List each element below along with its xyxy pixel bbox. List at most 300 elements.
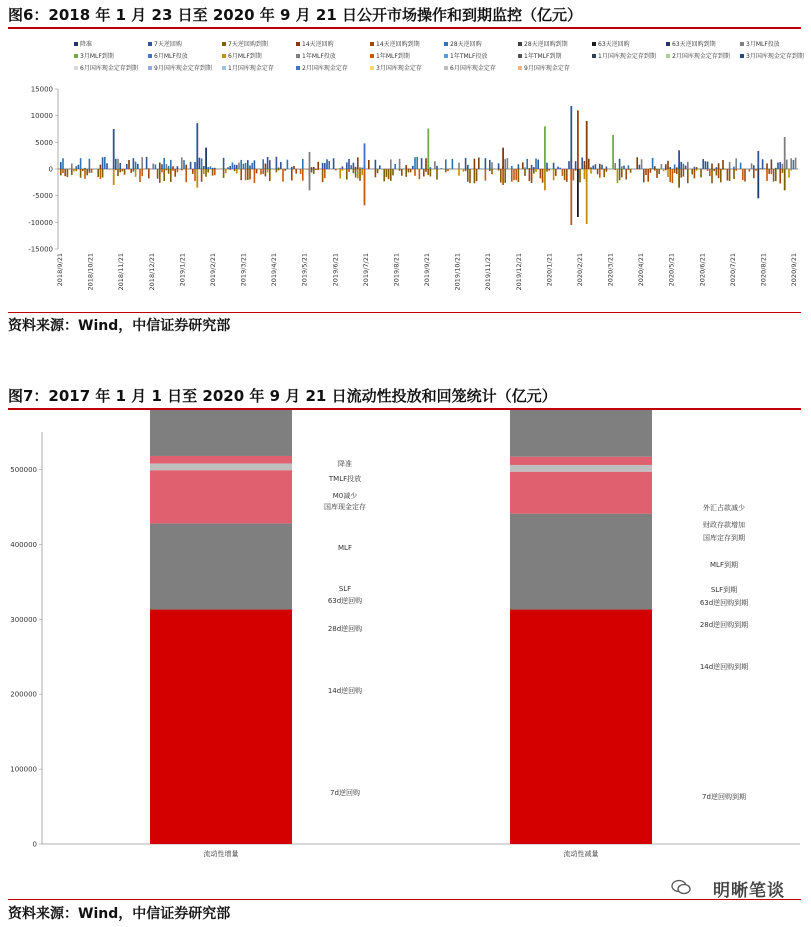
bar xyxy=(78,165,80,169)
legend-swatch xyxy=(592,42,596,46)
legend-entry: 28天逆回购 xyxy=(450,41,482,48)
bar xyxy=(784,169,786,190)
bar xyxy=(390,169,392,181)
bar xyxy=(254,169,256,183)
y-tick-label: 15000 xyxy=(30,85,53,94)
bar xyxy=(339,168,341,169)
bar xyxy=(181,157,183,169)
bar xyxy=(683,164,685,169)
legend-entry: 1年MLF到期 xyxy=(376,53,410,60)
right-series-label: 外汇占款减少 xyxy=(703,504,745,512)
bar xyxy=(375,169,377,177)
bar xyxy=(645,169,647,175)
left-series-label: TMLF投放 xyxy=(328,475,362,483)
bar xyxy=(771,169,773,174)
bar xyxy=(713,169,715,171)
bar xyxy=(361,168,363,169)
bar xyxy=(522,162,524,169)
bar xyxy=(507,158,509,169)
y-tick-label: -5000 xyxy=(32,192,53,201)
bar xyxy=(100,169,102,179)
bar-top-segment xyxy=(150,410,292,456)
bar xyxy=(788,169,790,178)
bar xyxy=(696,167,698,169)
legend-swatch xyxy=(74,42,78,46)
figure7-title: 图7：2017 年 1 月 1 日至 2020 年 9 月 21 日流动性投放和回笼统计（亿元） xyxy=(8,387,557,405)
bar xyxy=(135,162,137,169)
bar xyxy=(313,167,315,169)
bar xyxy=(102,169,104,177)
bar xyxy=(317,162,319,169)
bar xyxy=(614,169,616,170)
bar xyxy=(491,169,493,174)
bar xyxy=(309,152,311,169)
legend-swatch xyxy=(148,54,152,58)
bar xyxy=(317,169,319,170)
bar xyxy=(229,169,231,170)
bar xyxy=(326,159,328,169)
y-tick-label: 100000 xyxy=(10,765,37,774)
bar xyxy=(518,169,520,182)
left-series-label: M0减少 xyxy=(332,492,358,500)
bar xyxy=(577,110,579,169)
bar xyxy=(280,162,282,169)
bar xyxy=(727,169,729,180)
bar xyxy=(656,169,658,178)
x-tick-label: 2020/4/21 xyxy=(637,253,646,287)
bar xyxy=(284,169,286,171)
bar xyxy=(751,163,753,169)
bar xyxy=(148,169,150,178)
bar xyxy=(172,166,174,169)
bar xyxy=(394,164,396,169)
bar xyxy=(75,169,77,171)
bar xyxy=(84,169,86,179)
bar xyxy=(757,151,759,169)
bar xyxy=(139,169,141,182)
x-tick-label: 2020/5/21 xyxy=(667,253,676,287)
bar xyxy=(755,169,757,171)
bar xyxy=(199,158,201,169)
bar xyxy=(419,169,421,179)
bar xyxy=(102,157,104,169)
bar xyxy=(447,169,449,171)
watermark: 明晰笔谈 xyxy=(713,881,785,901)
bar xyxy=(64,169,66,176)
bar-segment xyxy=(150,523,292,609)
bar xyxy=(192,169,194,174)
bar xyxy=(82,169,84,171)
bar xyxy=(575,161,577,169)
bar xyxy=(256,169,258,173)
bar xyxy=(324,163,326,169)
left-series-label: 63d逆回购 xyxy=(327,597,363,605)
y-tick-label: 300000 xyxy=(10,615,37,624)
bar xyxy=(647,169,649,182)
bar xyxy=(69,168,71,169)
bar xyxy=(628,165,630,169)
bar xyxy=(306,169,308,170)
bar xyxy=(694,167,696,169)
x-tick-label: 2019/7/21 xyxy=(361,253,370,287)
bar xyxy=(161,164,163,169)
bar xyxy=(60,162,62,169)
right-series-label: 国库定存到期 xyxy=(703,534,745,542)
bar xyxy=(205,169,207,177)
legend-entry: 1年TMLF到期 xyxy=(524,53,562,60)
bar xyxy=(590,169,592,174)
bar xyxy=(729,162,731,169)
legend-entry: 7天逆回购 xyxy=(154,41,182,48)
bar xyxy=(592,166,594,169)
bar xyxy=(579,169,581,182)
bar xyxy=(245,163,247,169)
legend-swatch xyxy=(370,54,374,58)
legend-swatch xyxy=(444,66,448,70)
bar xyxy=(240,160,242,169)
bar xyxy=(599,164,601,169)
legend-swatch xyxy=(296,66,300,70)
bar xyxy=(262,159,264,169)
bar xyxy=(524,167,526,169)
bar xyxy=(434,161,436,169)
bar xyxy=(269,160,271,169)
bar xyxy=(757,169,759,198)
bar xyxy=(786,160,788,169)
bar-top-segment xyxy=(510,410,652,457)
bar xyxy=(696,169,698,171)
legend-entry: 1月国库现金定存到期 xyxy=(598,53,656,60)
bar xyxy=(707,162,709,169)
bar xyxy=(628,169,630,170)
bar xyxy=(441,168,443,169)
bar xyxy=(293,166,295,169)
bar xyxy=(777,163,779,169)
bar xyxy=(667,161,669,169)
bar xyxy=(467,169,469,182)
bar xyxy=(133,158,135,169)
legend-entry: 3月国库现金定存到期 xyxy=(746,53,804,60)
bar xyxy=(196,169,198,188)
bar xyxy=(474,159,476,169)
bar xyxy=(408,169,410,172)
bar xyxy=(465,158,467,169)
bar xyxy=(201,158,203,169)
bar xyxy=(485,169,487,181)
bar xyxy=(251,163,253,169)
bar xyxy=(775,168,777,169)
bar xyxy=(421,158,423,169)
y-tick-label: 0 xyxy=(32,840,37,849)
bar xyxy=(535,159,537,169)
bar xyxy=(504,159,506,169)
figure6-bottom-rule xyxy=(8,312,801,313)
x-tick-label: 2019/6/21 xyxy=(331,253,340,287)
bar xyxy=(667,169,669,177)
bar xyxy=(524,169,526,176)
bar xyxy=(71,164,73,169)
bar xyxy=(511,166,513,169)
bar xyxy=(339,169,341,179)
wechat-icon xyxy=(671,879,691,895)
bar xyxy=(60,169,62,175)
bar xyxy=(311,167,313,169)
x-tick-label: 2019/5/21 xyxy=(300,253,309,287)
legend-swatch xyxy=(296,42,300,46)
bar xyxy=(658,169,660,174)
bar xyxy=(724,169,726,170)
figure7-bottom-rule xyxy=(8,899,801,900)
bar xyxy=(128,160,130,169)
bar xyxy=(172,169,174,171)
bar xyxy=(515,169,517,180)
bar xyxy=(137,164,139,169)
bar xyxy=(276,169,278,172)
bar xyxy=(650,169,652,173)
bar xyxy=(166,164,168,169)
bar xyxy=(267,157,269,169)
legend-entry: 3月MLF到期 xyxy=(80,53,114,60)
legend-entry: 9月国库现金定存到期 xyxy=(154,65,212,72)
bar xyxy=(790,169,792,171)
bar xyxy=(141,157,143,169)
bar xyxy=(478,158,480,169)
bar xyxy=(474,169,476,183)
legend-entry: 63天逆回购到期 xyxy=(672,41,716,48)
bar xyxy=(350,165,352,169)
bar xyxy=(348,159,350,169)
bar-segment xyxy=(510,514,652,610)
bar xyxy=(485,158,487,169)
bar xyxy=(663,169,665,171)
bar xyxy=(170,160,172,169)
bar xyxy=(430,169,432,176)
legend-entry: 降准 xyxy=(80,41,93,48)
bar xyxy=(91,169,93,173)
bar xyxy=(619,159,621,169)
bar xyxy=(537,160,539,169)
bar xyxy=(291,167,293,169)
bar xyxy=(392,169,394,175)
left-series-label: MLF xyxy=(338,544,352,552)
bar xyxy=(735,158,737,169)
bar xyxy=(793,160,795,169)
bar xyxy=(245,169,247,180)
bar xyxy=(630,169,632,173)
bar-segment xyxy=(150,470,292,523)
bar xyxy=(606,167,608,169)
bar xyxy=(148,168,150,169)
legend-entry: 3月MLF投放 xyxy=(746,41,780,48)
bar xyxy=(311,169,313,172)
bar xyxy=(548,169,550,171)
bar xyxy=(177,166,179,169)
right-series-label: 7d逆回购到期 xyxy=(702,793,746,801)
legend-entry: 14天逆回购 xyxy=(302,41,334,48)
bar xyxy=(584,161,586,169)
bar xyxy=(595,164,597,169)
left-series-label: 28d逆回购 xyxy=(327,625,363,633)
bar xyxy=(716,167,718,169)
bar xyxy=(773,169,775,182)
bar xyxy=(436,169,438,180)
bar xyxy=(513,169,515,180)
bar xyxy=(636,157,638,169)
bar xyxy=(718,163,720,169)
bar xyxy=(436,166,438,169)
bar xyxy=(566,169,568,182)
bar xyxy=(346,169,348,180)
bar xyxy=(348,169,350,172)
bar xyxy=(511,169,513,182)
bar-segment xyxy=(510,465,652,472)
bar xyxy=(238,163,240,169)
bar xyxy=(531,165,533,169)
bar xyxy=(669,169,671,182)
bar xyxy=(240,169,242,180)
bar-segment xyxy=(510,457,652,465)
x-tick-label: 2018/9/21 xyxy=(56,253,64,287)
bar xyxy=(183,160,185,169)
bar xyxy=(185,169,187,182)
bar xyxy=(232,162,234,169)
y-tick-label: 5000 xyxy=(35,138,53,147)
y-tick-label: -15000 xyxy=(28,245,53,254)
bar xyxy=(414,169,416,176)
bar xyxy=(722,160,724,169)
legend-entry: 1年MLF投放 xyxy=(302,53,336,60)
bar xyxy=(80,169,82,178)
bar xyxy=(588,159,590,169)
y-tick-label: 0 xyxy=(48,165,53,174)
bar xyxy=(575,169,577,171)
bar xyxy=(672,169,674,183)
bar xyxy=(207,169,209,172)
bar xyxy=(643,169,645,182)
bar xyxy=(711,163,713,169)
bar xyxy=(254,160,256,169)
bar xyxy=(705,161,707,169)
bar xyxy=(425,169,427,172)
legend-swatch xyxy=(222,42,226,46)
figure6-title: 图6：2018 年 1 月 23 日至 2020 年 9 月 21 日公开市场操作和到期监控（亿元） xyxy=(8,6,583,24)
bar xyxy=(562,169,564,176)
bar-segment xyxy=(510,472,652,514)
bar xyxy=(603,169,605,177)
bar xyxy=(177,169,179,172)
bar xyxy=(498,169,500,171)
legend-swatch xyxy=(518,42,522,46)
bar xyxy=(328,161,330,169)
bar xyxy=(346,162,348,169)
bar xyxy=(716,169,718,175)
legend-entry: 6月MLF投放 xyxy=(154,53,188,60)
bar xyxy=(687,169,689,183)
bar xyxy=(62,158,64,169)
bar xyxy=(146,157,148,169)
bar xyxy=(196,123,198,169)
bar xyxy=(498,163,500,169)
bar xyxy=(194,169,196,181)
bar xyxy=(544,126,546,169)
bar xyxy=(249,166,251,169)
bar xyxy=(702,159,704,169)
bar xyxy=(113,169,115,185)
bar xyxy=(73,169,75,171)
bar xyxy=(742,169,744,180)
bar xyxy=(247,169,249,180)
bar xyxy=(267,169,269,172)
x-tick-label: 2020/8/21 xyxy=(759,253,768,287)
bar xyxy=(265,164,267,169)
bar xyxy=(621,169,623,177)
right-series-label: 财政存款增加 xyxy=(703,521,745,529)
bar xyxy=(106,163,108,169)
bar xyxy=(386,169,388,177)
legend-swatch xyxy=(222,54,226,58)
bar xyxy=(557,167,559,169)
legend-entry: 6月国库现金定存到期 xyxy=(80,65,138,72)
bar xyxy=(236,165,238,169)
bar xyxy=(740,163,742,169)
bar xyxy=(260,169,262,175)
y-tick-label: 200000 xyxy=(10,690,37,699)
bar xyxy=(141,169,143,176)
bar xyxy=(753,169,755,178)
bar xyxy=(529,168,531,169)
figure6-source: 资料来源：Wind，中信证券研究部 xyxy=(8,318,231,334)
bar xyxy=(355,167,357,169)
right-series-label: 63d逆回购到期 xyxy=(699,599,749,607)
legend-swatch xyxy=(592,54,596,58)
bar xyxy=(458,163,460,169)
left-series-label: SLF xyxy=(338,585,352,593)
bar xyxy=(458,169,460,176)
bar xyxy=(119,163,121,169)
x-tick-label: 2020/3/21 xyxy=(606,253,615,287)
bar xyxy=(782,164,784,169)
bar xyxy=(795,158,797,169)
bar xyxy=(115,159,117,169)
bar xyxy=(665,164,667,169)
legend-swatch xyxy=(148,66,152,70)
bar xyxy=(115,169,117,170)
bar xyxy=(553,169,555,180)
bar xyxy=(733,169,735,179)
bar xyxy=(680,169,682,178)
bar xyxy=(570,169,572,225)
legend-entry: 2月国库现金定存 xyxy=(302,65,348,72)
bar xyxy=(291,169,293,180)
bar xyxy=(491,162,493,169)
bar xyxy=(342,169,344,171)
bar-segment xyxy=(150,610,292,844)
bar xyxy=(152,164,154,169)
bar xyxy=(711,169,713,183)
figure6-chart xyxy=(0,29,811,314)
y-tick-label: 400000 xyxy=(10,540,37,549)
bar xyxy=(753,165,755,169)
bar xyxy=(707,169,709,171)
legend-swatch xyxy=(444,42,448,46)
bar xyxy=(625,169,627,180)
bar xyxy=(227,167,229,169)
bar xyxy=(174,169,176,177)
bar xyxy=(89,169,91,173)
bar xyxy=(590,167,592,169)
bar xyxy=(570,106,572,169)
bar xyxy=(768,169,770,174)
